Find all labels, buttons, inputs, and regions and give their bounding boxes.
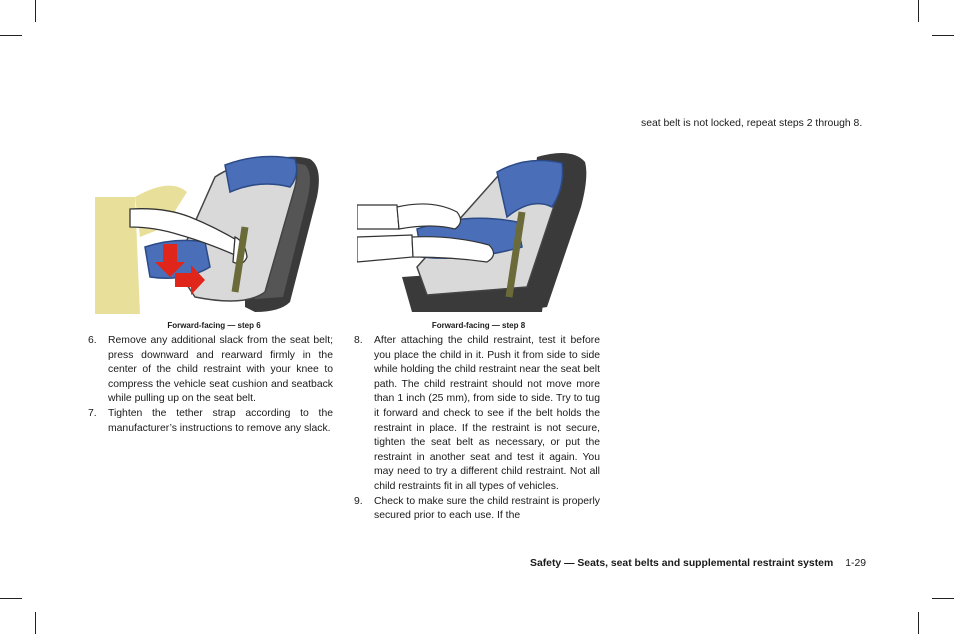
crop-mark (932, 598, 954, 599)
figure-caption: Forward-facing — step 8 (431, 321, 526, 330)
instruction-step-8 (354, 334, 600, 495)
step-text: Check to make sure the child restraint is properly secured prior to each use. If the (374, 495, 600, 522)
step-number: 6. (88, 335, 97, 346)
child-seat-side-test-illustration (357, 117, 600, 314)
figure-caption: Forward-facing — step 6 (167, 321, 261, 330)
step-continuation-text: seat belt is not locked, repeat steps 2 through 8. (641, 118, 863, 129)
crop-mark (918, 0, 919, 22)
figure-step-8 (357, 117, 600, 314)
step-number: 7. (88, 407, 97, 419)
instruction-step-6 (88, 334, 333, 407)
step-number: 8. (354, 335, 363, 346)
child-seat-knee-press-illustration (95, 117, 333, 314)
step-number: 9. (354, 495, 363, 507)
crop-mark (0, 598, 22, 599)
instruction-step-9 (354, 495, 600, 524)
section-title: Safety — Seats, seat belts and supplemental restraint system (530, 558, 834, 569)
instruction-step-7 (88, 407, 333, 436)
step-text: Remove any additional slack from the seat belt; press downward and rearward firmly in the center of the child restraint with your knee to compress the vehicle seat cushion and seatback while pulling up on the seat belt. (108, 335, 333, 405)
page-number: 1-29 (845, 558, 866, 569)
instruction-column-middle (354, 334, 600, 524)
step-text: After attaching the child restraint, test it before you place the child in it. Push it from side to side while holding the child restraint near the seat belt path. The child restraint should not move more than 1 inch (25 mm), from side to side. Try to tug it forward and check to see if the belt holds the restraint in place. If the restraint is not secure, tighten the seat belt as necessary, or put the restraint in another seat and test it again. You may need to try a different child restraint. Not all child restraints fit in all types of vehicles. (374, 335, 600, 492)
step-text: Tighten the tether strap according to the manufacturer’s instructions to remove any slack. (108, 407, 333, 434)
figure-step-6 (95, 117, 333, 314)
crop-mark (35, 612, 36, 634)
crop-mark (918, 612, 919, 634)
crop-mark (0, 35, 22, 36)
page-footer (530, 558, 866, 569)
crop-mark (932, 35, 954, 36)
instruction-column-right (641, 117, 867, 132)
instruction-column-left (88, 334, 333, 436)
crop-mark (35, 0, 36, 22)
